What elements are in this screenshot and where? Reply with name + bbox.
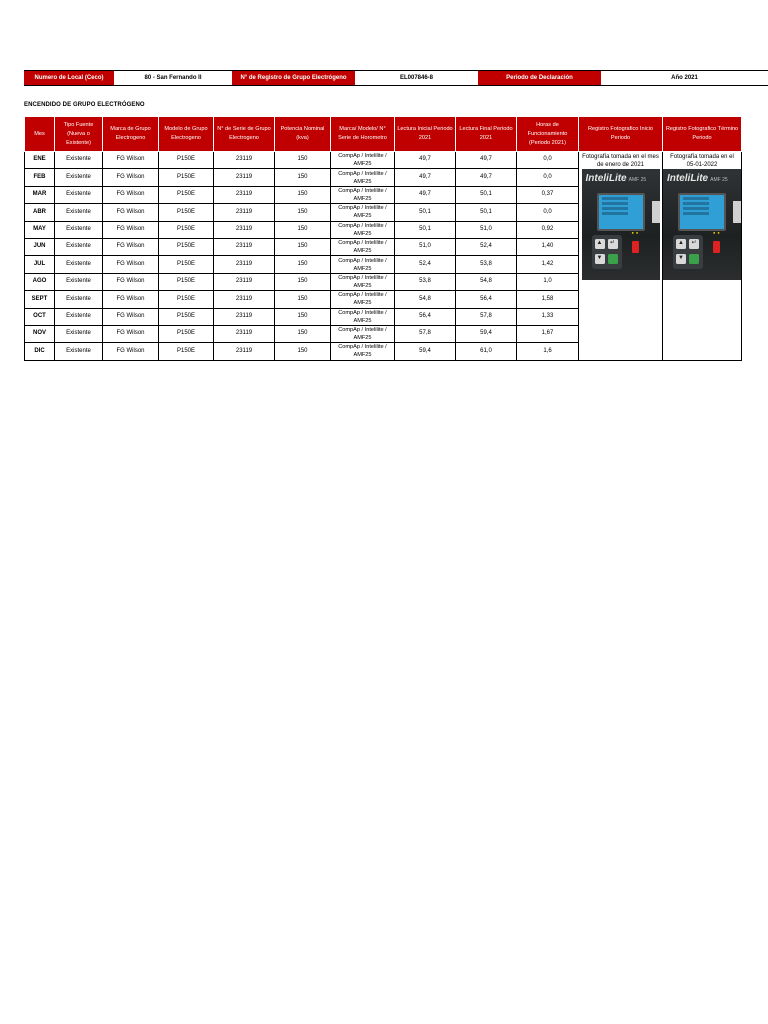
- power-cell: 150: [275, 256, 331, 273]
- month-cell: ENE: [25, 152, 55, 169]
- model-cell: P150E: [159, 221, 214, 238]
- model-cell: P150E: [159, 256, 214, 273]
- down-arrow-icon: ▼: [676, 254, 686, 264]
- hourmeter-cell: CompAp / Intelilite / AMF25: [331, 221, 395, 238]
- power-cell: 150: [275, 221, 331, 238]
- side-key-icon: [733, 201, 741, 223]
- initial-reading-cell: 50,1: [395, 204, 456, 221]
- brand-cell: FG Wilson: [103, 204, 159, 221]
- month-cell: AGO: [25, 273, 55, 290]
- final-reading-cell: 57,8: [456, 308, 517, 325]
- model-cell: P150E: [159, 308, 214, 325]
- brand-cell: FG Wilson: [103, 152, 159, 169]
- brand-cell: FG Wilson: [103, 325, 159, 342]
- brand-cell: FG Wilson: [103, 186, 159, 203]
- final-reading-cell: 59,4: [456, 325, 517, 342]
- hours-cell: 0,0: [517, 204, 579, 221]
- photo-inicio-cell: [579, 152, 663, 361]
- serial-cell: 23119: [214, 169, 275, 186]
- serial-cell: 23119: [214, 343, 275, 360]
- brand-cell: FG Wilson: [103, 238, 159, 255]
- initial-reading-cell: 49,7: [395, 186, 456, 203]
- serial-cell: 23119: [214, 273, 275, 290]
- panel-model-text: AMF 25: [710, 177, 728, 183]
- hours-cell: 1,6: [517, 343, 579, 360]
- source-type-cell: Existente: [55, 273, 103, 290]
- enter-icon: ↵: [608, 239, 618, 249]
- side-key-icon: [652, 201, 660, 223]
- month-cell: JUL: [25, 256, 55, 273]
- initial-reading-cell: 49,7: [395, 152, 456, 169]
- model-cell: P150E: [159, 325, 214, 342]
- initial-reading-cell: 56,4: [395, 308, 456, 325]
- power-cell: 150: [275, 186, 331, 203]
- hourmeter-cell: CompAp / Intelilite / AMF25: [331, 169, 395, 186]
- panel-brand-label: [667, 175, 728, 185]
- power-cell: 150: [275, 325, 331, 342]
- hourmeter-cell: CompAp / Intelilite / AMF25: [331, 343, 395, 360]
- photo-caption-inicio: Fotografía tomada en el mes de enero de 2021: [582, 154, 659, 168]
- panel-brand-label: [586, 175, 647, 185]
- start-icon: [689, 254, 699, 264]
- table-header-row: [25, 117, 742, 152]
- final-reading-cell: 51,0: [456, 221, 517, 238]
- initial-reading-cell: 52,4: [395, 256, 456, 273]
- source-type-cell: Existente: [55, 308, 103, 325]
- month-cell: MAY: [25, 221, 55, 238]
- hours-cell: 1,67: [517, 325, 579, 342]
- initial-reading-cell: 59,4: [395, 343, 456, 360]
- source-type-cell: Existente: [55, 291, 103, 308]
- model-cell: P150E: [159, 152, 214, 169]
- serial-cell: 23119: [214, 291, 275, 308]
- section-title: ENCENDIDO DE GRUPO ELECTRÓGENO: [24, 102, 145, 108]
- hourmeter-cell: CompAp / Intelilite / AMF25: [331, 238, 395, 255]
- serial-cell: 23119: [214, 308, 275, 325]
- model-cell: P150E: [159, 204, 214, 221]
- column-header: Potencia Nominal (kva): [275, 117, 331, 152]
- initial-reading-cell: 50,1: [395, 221, 456, 238]
- registro-value: EL007846-8: [355, 71, 478, 85]
- generator-controller-photo-termino: [663, 169, 741, 280]
- serial-cell: 23119: [214, 186, 275, 203]
- column-header: Marca/ Modelo/ N° Serie de Horometro: [331, 117, 395, 152]
- hours-cell: 0,0: [517, 152, 579, 169]
- stop-button-icon: [632, 241, 639, 253]
- model-cell: P150E: [159, 273, 214, 290]
- power-cell: 150: [275, 152, 331, 169]
- model-cell: P150E: [159, 186, 214, 203]
- up-arrow-icon: ▲: [595, 239, 605, 249]
- power-cell: 150: [275, 204, 331, 221]
- final-reading-cell: 53,8: [456, 256, 517, 273]
- table-row: [25, 152, 742, 169]
- month-cell: NOV: [25, 325, 55, 342]
- final-reading-cell: 56,4: [456, 291, 517, 308]
- controller-keypad: [673, 235, 703, 269]
- source-type-cell: Existente: [55, 343, 103, 360]
- source-type-cell: Existente: [55, 256, 103, 273]
- controller-screen: [597, 193, 645, 231]
- column-header: Lectura Final Periodo 2021: [456, 117, 517, 152]
- final-reading-cell: 49,7: [456, 152, 517, 169]
- initial-reading-cell: 54,8: [395, 291, 456, 308]
- periodo-value: Año 2021: [601, 71, 768, 85]
- power-cell: 150: [275, 169, 331, 186]
- brand-cell: FG Wilson: [103, 273, 159, 290]
- panel-brand-text: InteliLite: [667, 173, 709, 184]
- status-leds-icon: ●●: [713, 230, 722, 235]
- power-cell: 150: [275, 343, 331, 360]
- serial-cell: 23119: [214, 221, 275, 238]
- hourmeter-cell: CompAp / Intelilite / AMF25: [331, 152, 395, 169]
- hourmeter-cell: CompAp / Intelilite / AMF25: [331, 204, 395, 221]
- hours-cell: 1,33: [517, 308, 579, 325]
- hours-cell: 0,37: [517, 186, 579, 203]
- month-cell: FEB: [25, 169, 55, 186]
- hours-cell: 1,40: [517, 238, 579, 255]
- final-reading-cell: 61,0: [456, 343, 517, 360]
- month-cell: OCT: [25, 308, 55, 325]
- serial-cell: 23119: [214, 204, 275, 221]
- final-reading-cell: 50,1: [456, 204, 517, 221]
- hours-cell: 1,42: [517, 256, 579, 273]
- brand-cell: FG Wilson: [103, 256, 159, 273]
- photo-termino-cell: [663, 152, 742, 361]
- panel-model-text: AMF 25: [628, 177, 647, 183]
- source-type-cell: Existente: [55, 204, 103, 221]
- serial-cell: 23119: [214, 238, 275, 255]
- stop-button-icon: [713, 241, 720, 253]
- brand-cell: FG Wilson: [103, 308, 159, 325]
- model-cell: P150E: [159, 291, 214, 308]
- hours-cell: 1,0: [517, 273, 579, 290]
- periodo-label: Periodo de Declaración: [478, 71, 601, 85]
- model-cell: P150E: [159, 169, 214, 186]
- brand-cell: FG Wilson: [103, 221, 159, 238]
- hours-cell: 0,92: [517, 221, 579, 238]
- enter-icon: ↵: [689, 239, 699, 249]
- hourmeter-cell: CompAp / Intelilite / AMF25: [331, 256, 395, 273]
- source-type-cell: Existente: [55, 186, 103, 203]
- brand-cell: FG Wilson: [103, 291, 159, 308]
- power-cell: 150: [275, 238, 331, 255]
- month-cell: DIC: [25, 343, 55, 360]
- hourmeter-cell: CompAp / Intelilite / AMF25: [331, 308, 395, 325]
- column-header: Marca de Grupo Electrogeno: [103, 117, 159, 152]
- serial-cell: 23119: [214, 325, 275, 342]
- source-type-cell: Existente: [55, 238, 103, 255]
- column-header: Tipo Fuente (Nueva o Existente): [55, 117, 103, 152]
- brand-cell: FG Wilson: [103, 169, 159, 186]
- photo-caption-termino: Fotografía tomada en el 05-01-2022: [670, 154, 734, 168]
- column-header: Mes: [25, 117, 55, 152]
- month-cell: ABR: [25, 204, 55, 221]
- hourmeter-cell: CompAp / Intelilite / AMF25: [331, 291, 395, 308]
- down-arrow-icon: ▼: [595, 254, 605, 264]
- hours-cell: 1,58: [517, 291, 579, 308]
- final-reading-cell: 54,8: [456, 273, 517, 290]
- hourmeter-cell: CompAp / Intelilite / AMF25: [331, 273, 395, 290]
- initial-reading-cell: 57,8: [395, 325, 456, 342]
- column-header: Lectura Inicial Periodo 2021: [395, 117, 456, 152]
- power-cell: 150: [275, 308, 331, 325]
- month-cell: SEPT: [25, 291, 55, 308]
- controller-screen: [678, 193, 726, 231]
- power-cell: 150: [275, 273, 331, 290]
- initial-reading-cell: 51,0: [395, 238, 456, 255]
- month-cell: JUN: [25, 238, 55, 255]
- panel-brand-text: InteliLite: [585, 173, 627, 184]
- controller-keypad: [592, 235, 622, 269]
- initial-reading-cell: 49,7: [395, 169, 456, 186]
- source-type-cell: Existente: [55, 152, 103, 169]
- power-cell: 150: [275, 291, 331, 308]
- model-cell: P150E: [159, 238, 214, 255]
- final-reading-cell: 49,7: [456, 169, 517, 186]
- serial-cell: 23119: [214, 256, 275, 273]
- registro-label: N° de Registro de Grupo Electrógeno: [232, 71, 355, 85]
- brand-cell: FG Wilson: [103, 343, 159, 360]
- hourmeter-cell: CompAp / Intelilite / AMF25: [331, 325, 395, 342]
- status-leds-icon: ●●: [631, 230, 641, 235]
- model-cell: P150E: [159, 343, 214, 360]
- hourmeter-cell: CompAp / Intelilite / AMF25: [331, 186, 395, 203]
- source-type-cell: Existente: [55, 169, 103, 186]
- serial-cell: 23119: [214, 152, 275, 169]
- hours-cell: 0,0: [517, 169, 579, 186]
- column-header: N° de Serie de Grupo Electrogeno: [214, 117, 275, 152]
- column-header: Modelo de Grupo Electrogeno: [159, 117, 214, 152]
- start-icon: [608, 254, 618, 264]
- table-body: [25, 152, 742, 361]
- local-label: Numero de Local (Ceco): [24, 71, 114, 85]
- final-reading-cell: 52,4: [456, 238, 517, 255]
- generator-log-table: [24, 116, 742, 361]
- column-header: Horas de Funcionamiento (Periodo 2021): [517, 117, 579, 152]
- column-header: Registro Fotografico Término Periodo: [663, 117, 742, 152]
- declaration-info-bar: [24, 70, 768, 86]
- initial-reading-cell: 53,8: [395, 273, 456, 290]
- local-value: 80 - San Fernando II: [114, 71, 232, 85]
- source-type-cell: Existente: [55, 325, 103, 342]
- generator-controller-photo-inicio: [582, 169, 660, 280]
- final-reading-cell: 50,1: [456, 186, 517, 203]
- column-header: Registro Fotografico Inicio Periodo: [579, 117, 663, 152]
- month-cell: MAR: [25, 186, 55, 203]
- up-arrow-icon: ▲: [676, 239, 686, 249]
- source-type-cell: Existente: [55, 221, 103, 238]
